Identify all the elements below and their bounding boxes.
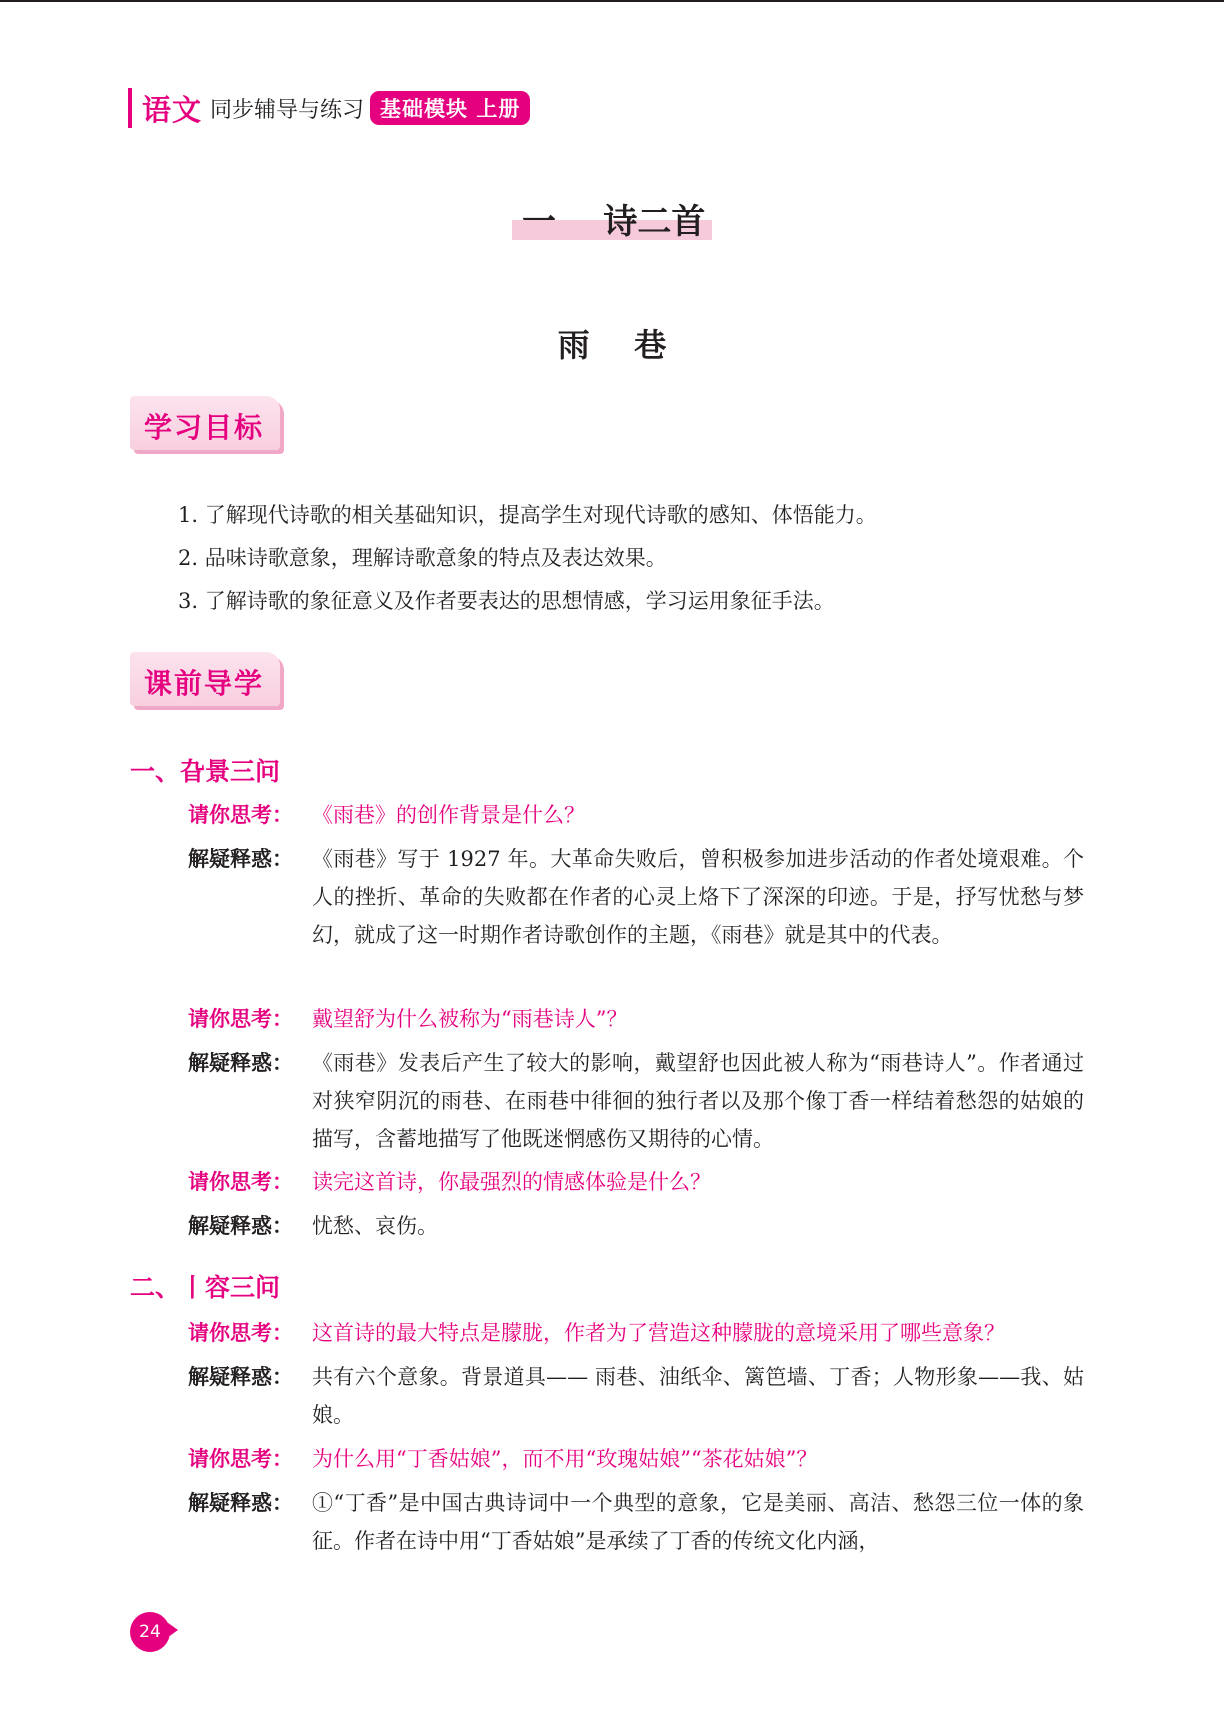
header-module-badge: 基础模块 上册 xyxy=(370,91,530,125)
section-tab-preview xyxy=(130,652,286,710)
objective-item: 3. 了解诗歌的象征意义及作者要表达的思想情感，学习运用象征手法。 xyxy=(178,589,835,613)
answer-text: 《雨巷》发表后产生了较大的影响，戴望舒也因此被人称为“雨巷诗人”。作者通过对狭窄阴沉的雨巷、在雨巷中徘徊的独行者以及那个像丁香一样结着愁怨的姑娘的描写，含蓄地描写了他既迷惘感伤又期待的心情。 xyxy=(312,1051,1084,1151)
question-text: 戴望舒为什么被称为“雨巷诗人”？ xyxy=(312,1007,628,1031)
chapter-title-text: 一 诗二首 xyxy=(522,202,706,242)
chapter-title xyxy=(512,194,712,242)
objective-item: 2. 品味诗歌意象，理解诗歌意象的特点及表达效果。 xyxy=(178,546,667,570)
section-tab-label: 课前导学 xyxy=(144,667,265,700)
question-text: 《雨巷》的创作背景是什么？ xyxy=(312,803,585,827)
answer-row xyxy=(188,1484,1084,1560)
answer-text: ①“丁香”是中国古典诗词中一个典型的意象，它是美丽、高洁、愁怨三位一体的象征。作者在诗中用“丁香姑娘”是承续了丁香的传统文化内涵， xyxy=(312,1491,1084,1553)
subhead-background: 一、旮景三问 xyxy=(130,757,281,786)
question-row xyxy=(188,796,1084,834)
question-label: 请你思考： xyxy=(188,1007,293,1031)
answer-row xyxy=(188,1207,1084,1245)
answer-row xyxy=(188,840,1084,954)
subhead-content: 二、丨容三问 xyxy=(130,1273,281,1302)
page-number: 24 xyxy=(130,1612,170,1652)
answer-label: 解疑释惑： xyxy=(188,847,293,871)
answer-text: 忧愁、哀伤。 xyxy=(312,1214,438,1238)
answer-label: 解疑释惑： xyxy=(188,1051,293,1075)
running-header xyxy=(128,90,530,126)
answer-row xyxy=(188,1358,1084,1434)
objectives-list xyxy=(178,494,877,623)
answer-row xyxy=(188,1044,1084,1158)
question-label: 请你思考： xyxy=(188,803,293,827)
section-tab-label: 学习目标 xyxy=(144,411,265,444)
question-text: 读完这首诗，你最强烈的情感体验是什么？ xyxy=(312,1170,711,1194)
poem-title: 雨 巷 xyxy=(557,326,667,364)
header-series: 同步辅导与练习 xyxy=(210,97,365,123)
answer-text: 共有六个意象。背景道具—— 雨巷、油纸伞、篱笆墙、丁香；人物形象——我、姑娘。 xyxy=(312,1365,1084,1427)
question-label: 请你思考： xyxy=(188,1170,293,1194)
answer-label: 解疑释惑： xyxy=(188,1214,293,1238)
question-row xyxy=(188,1163,1084,1201)
header-accent-bar xyxy=(128,88,132,128)
question-text: 为什么用“丁香姑娘”，而不用“玫瑰姑娘”“茶花姑娘”？ xyxy=(312,1447,818,1471)
section-tab-objectives xyxy=(130,396,286,454)
question-label: 请你思考： xyxy=(188,1321,293,1345)
question-row xyxy=(188,1000,1084,1038)
page-top-rule xyxy=(0,0,1224,2)
question-row xyxy=(188,1314,1084,1352)
header-subject: 语文 xyxy=(142,92,203,127)
answer-label: 解疑释惑： xyxy=(188,1491,293,1515)
question-text: 这首诗的最大特点是朦胧，作者为了营造这种朦胧的意境采用了哪些意象？ xyxy=(312,1321,1005,1345)
answer-label: 解疑释惑： xyxy=(188,1365,293,1389)
objective-item: 1. 了解现代诗歌的相关基础知识，提高学生对现代诗歌的感知、体悟能力。 xyxy=(178,503,877,527)
question-row xyxy=(188,1440,1084,1478)
question-label: 请你思考： xyxy=(188,1447,293,1471)
answer-text: 《雨巷》写于 1927 年。大革命失败后，曾积极参加进步活动的作者处境艰难。个人的挫折、革命的失败都在作者的心灵上烙下了深深的印迹。于是，抒写忧愁与梦幻，就成了这一时期作者诗歌创作的主题，《雨巷》就是其中的代表。 xyxy=(312,847,1084,947)
